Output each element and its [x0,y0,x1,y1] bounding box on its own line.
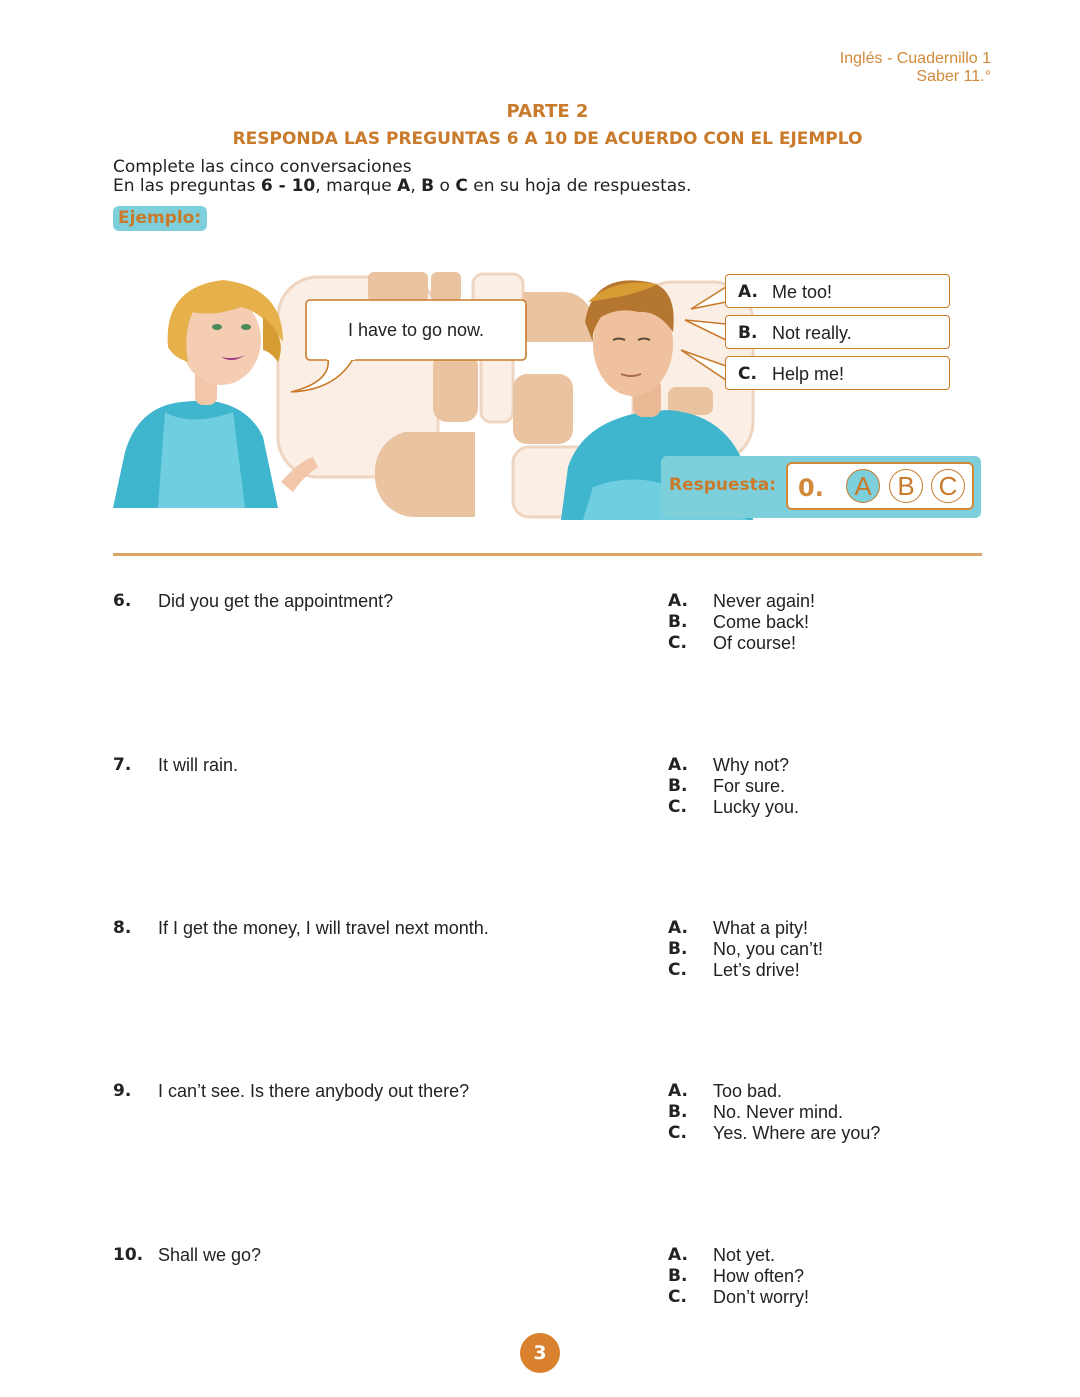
question-number: 6. [113,591,132,611]
header-level: Saber 11.° [916,68,991,85]
question-text: It will rain. [158,755,239,775]
intro-text [113,158,691,196]
question-text: If I get the money, I will travel next month. [158,918,489,938]
instructions-title: RESPONDA LAS PREGUNTAS 6 A 10 DE ACUERDO CON EL EJEMPLO [232,129,863,149]
example-illustration [113,262,993,524]
answer-bubble-a[interactable]: A [846,469,880,503]
example-option-a: A. Me too! [725,274,950,308]
question-number: 7. [113,755,132,775]
example-option-b: B. Not really. [725,315,950,349]
part-title: PARTE 2 [506,101,589,122]
header-booklet: Inglés - Cuadernillo 1 [839,50,991,67]
speech-bubble [306,300,526,360]
running-header [840,50,991,86]
question-text: Shall we go? [158,1245,262,1265]
answer-bubble-c[interactable]: C [931,469,965,503]
intro-line-2: En las preguntas 6 - 10, marque A, B o C en su hoja de respuestas. [113,176,692,196]
intro-line-1: Complete las cinco conversaciones [113,157,412,177]
example-label: Ejemplo: [113,206,207,231]
answer-bubble-b[interactable]: B [889,469,923,503]
question-text: I can’t see. Is there anybody out there? [158,1081,470,1101]
example-option-c: C. Help me! [725,356,950,390]
section-divider [113,553,982,556]
answer-number: 0. [798,474,824,502]
question-number: 9. [113,1081,132,1101]
page-number: 3 [520,1333,560,1373]
question-number: 10. [113,1245,144,1265]
speech-text: I have to go now. [347,320,485,340]
answer-label: Respuesta: [669,475,777,495]
question-number: 8. [113,918,132,938]
answer-panel [661,456,981,518]
question-text: Did you get the appointment? [158,591,394,611]
answer-box [786,462,974,510]
